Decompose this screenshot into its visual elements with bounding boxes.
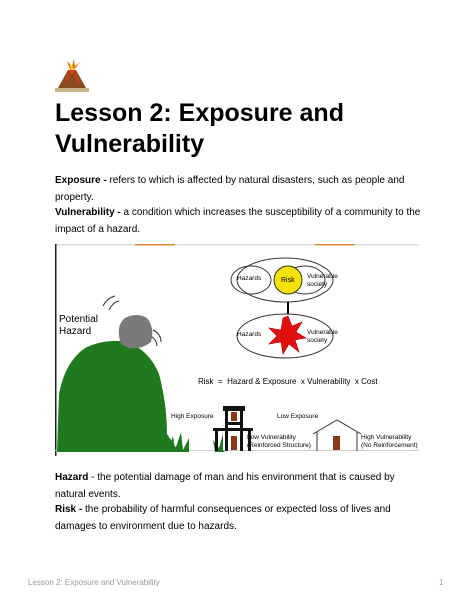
footer-title: Lesson 2: Exposure and Vulnerability [28, 578, 160, 587]
low-exposure-label: Low Exposure [277, 413, 319, 420]
potential-hazard-label-2: Hazard [59, 326, 92, 337]
venn-top-vuln-2: society [307, 281, 328, 288]
risk-definition [55, 501, 425, 535]
venn-bottom-hazards: Hazards [237, 331, 262, 338]
exposure-text: refers to which is affected by natural disasters, such as people and property. [55, 175, 405, 203]
risk-text: the probability of harmful consequences or expected loss of lives and damages to environment due to hazards. [55, 504, 391, 532]
vulnerability-term: Vulnerability - [55, 207, 121, 218]
disaster-burst [269, 316, 306, 354]
hazard-term: Hazard [55, 472, 89, 483]
vulnerability-text: a condition which increases the susceptibility of a community to the impact of a hazard. [55, 207, 421, 235]
hazard-text: - the potential damage of man and his environment that is caused by natural events. [55, 472, 395, 500]
volcano-icon [55, 58, 89, 92]
hill-shape [57, 341, 179, 452]
venn-top-risk: Risk [281, 277, 295, 284]
risk-term: Risk - [55, 504, 83, 515]
house-icon [313, 420, 361, 451]
page-number: 1 [439, 578, 444, 587]
rock-shape [119, 315, 153, 348]
exposure-term: Exposure - [55, 175, 107, 186]
vulnerability-definition [55, 204, 425, 238]
venn-top-vuln-1: Vulnerable [307, 273, 338, 280]
low-vuln-label-2: (Reinforced Structure) [247, 442, 311, 449]
grass-tuft [213, 434, 225, 452]
page-title: Lesson 2: Exposure and Vulnerability [55, 99, 344, 158]
motion-line [109, 301, 119, 310]
venn-bottom-vuln-1: Vulnerable [307, 329, 338, 336]
venn-bottom-vuln-2: society [307, 337, 328, 344]
high-vuln-label-1: High Vulnerability [361, 434, 412, 441]
high-vuln-label-2: (No Reinforcement) [361, 442, 418, 449]
venn-top-hazards: Hazards [237, 275, 262, 282]
exposure-definition [55, 172, 425, 206]
potential-hazard-label-1: Potential [59, 314, 98, 325]
accent-bar [315, 244, 355, 246]
low-vuln-label-1: Low Vulnerability [247, 434, 296, 441]
high-exposure-label: High Exposure [171, 413, 214, 420]
accent-bar [135, 244, 175, 246]
risk-diagram [55, 244, 419, 456]
risk-formula: Risk = Hazard & Exposure x Vulnerability x Cost [198, 377, 378, 386]
hazard-definition [55, 469, 425, 503]
motion-line [153, 330, 161, 342]
